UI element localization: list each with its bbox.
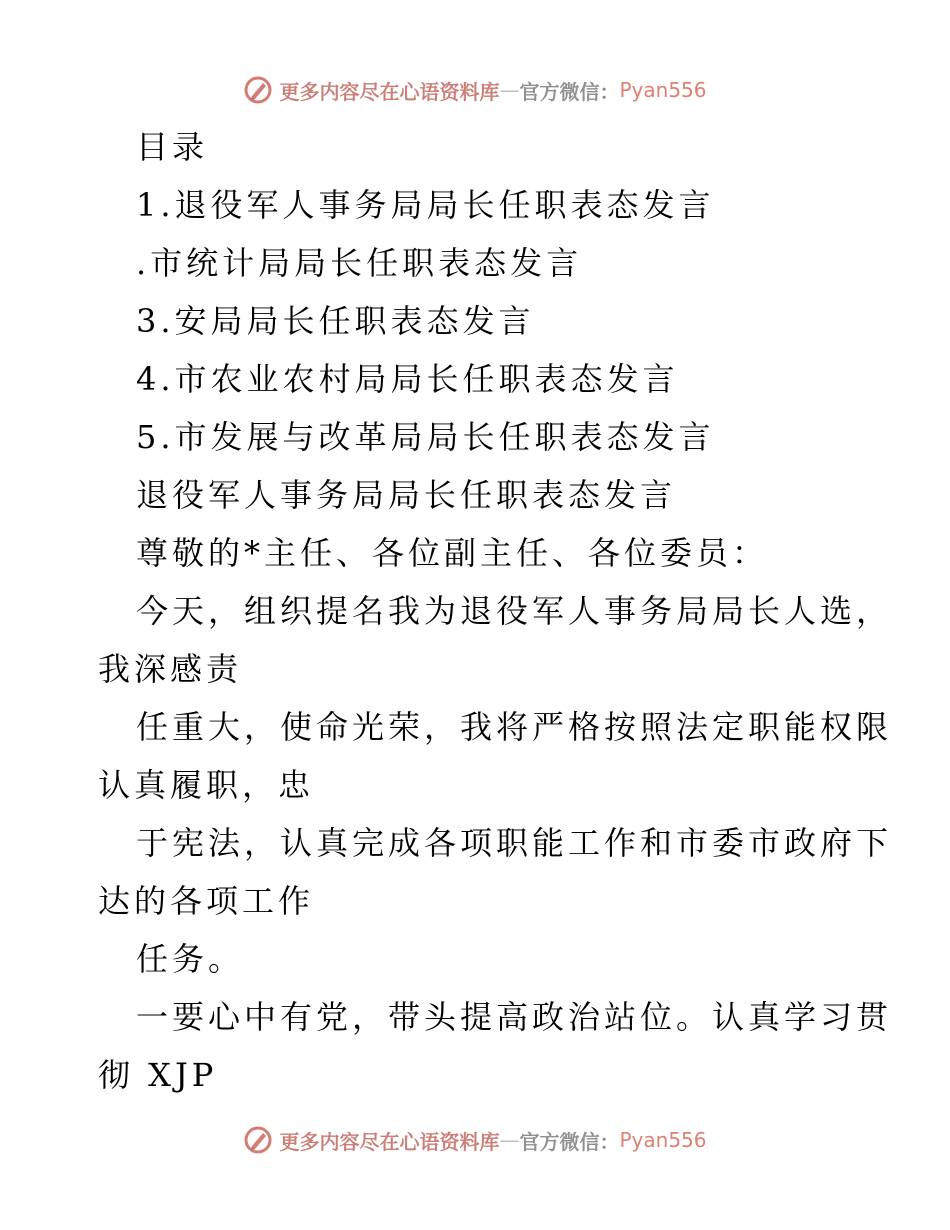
watermark-header: [0, 70, 950, 110]
pen-logo-icon: [243, 75, 273, 105]
pen-logo-icon: [243, 1125, 273, 1155]
document-line: 尊敬的*主任、各位副主任、各位委员：: [136, 534, 769, 572]
document-line: 3.安局局长任职表态发言: [136, 302, 535, 340]
watermark-separator: —: [499, 1128, 520, 1152]
watermark-id: Pyan556: [619, 1128, 707, 1152]
watermark-label: 官方微信：: [519, 1129, 620, 1154]
watermark-label: 官方微信：: [519, 79, 620, 104]
watermark-brand: 更多内容尽在心语资料库: [279, 1129, 500, 1154]
document-line: 达的各项工作: [98, 882, 315, 920]
document-line: 任务。: [136, 940, 245, 978]
watermark-footer: [0, 1120, 950, 1160]
document-line: 任重大，使命光荣，我将严格按照法定职能权限: [136, 708, 893, 746]
watermark-brand: 更多内容尽在心语资料库: [279, 79, 500, 104]
document-line: 1.退役军人事务局局长任职表态发言: [136, 186, 715, 224]
document-body: [98, 118, 893, 1104]
document-line: 5.市发展与改革局局长任职表态发言: [136, 418, 715, 456]
document-line: 今天，组织提名我为退役军人事务局局长人选，: [136, 592, 893, 630]
watermark-id: Pyan556: [619, 78, 707, 102]
document-line: 认真履职，忠: [98, 766, 315, 804]
document-line: 4.市农业农村局局长任职表态发言: [136, 360, 679, 398]
document-line: 一要心中有党，带头提高政治站位。认真学习贯: [136, 998, 893, 1036]
watermark-separator: —: [499, 78, 520, 102]
document-line: 我深感责: [98, 650, 243, 688]
document-line: .市统计局局长任职表态发言: [136, 244, 583, 282]
document-line: 目录: [136, 128, 209, 166]
document-line: 彻 XJP: [98, 1056, 218, 1094]
document-line: 于宪法，认真完成各项职能工作和市委市政府下: [136, 824, 893, 862]
document-line: 退役军人事务局局长任职表态发言: [136, 476, 677, 514]
